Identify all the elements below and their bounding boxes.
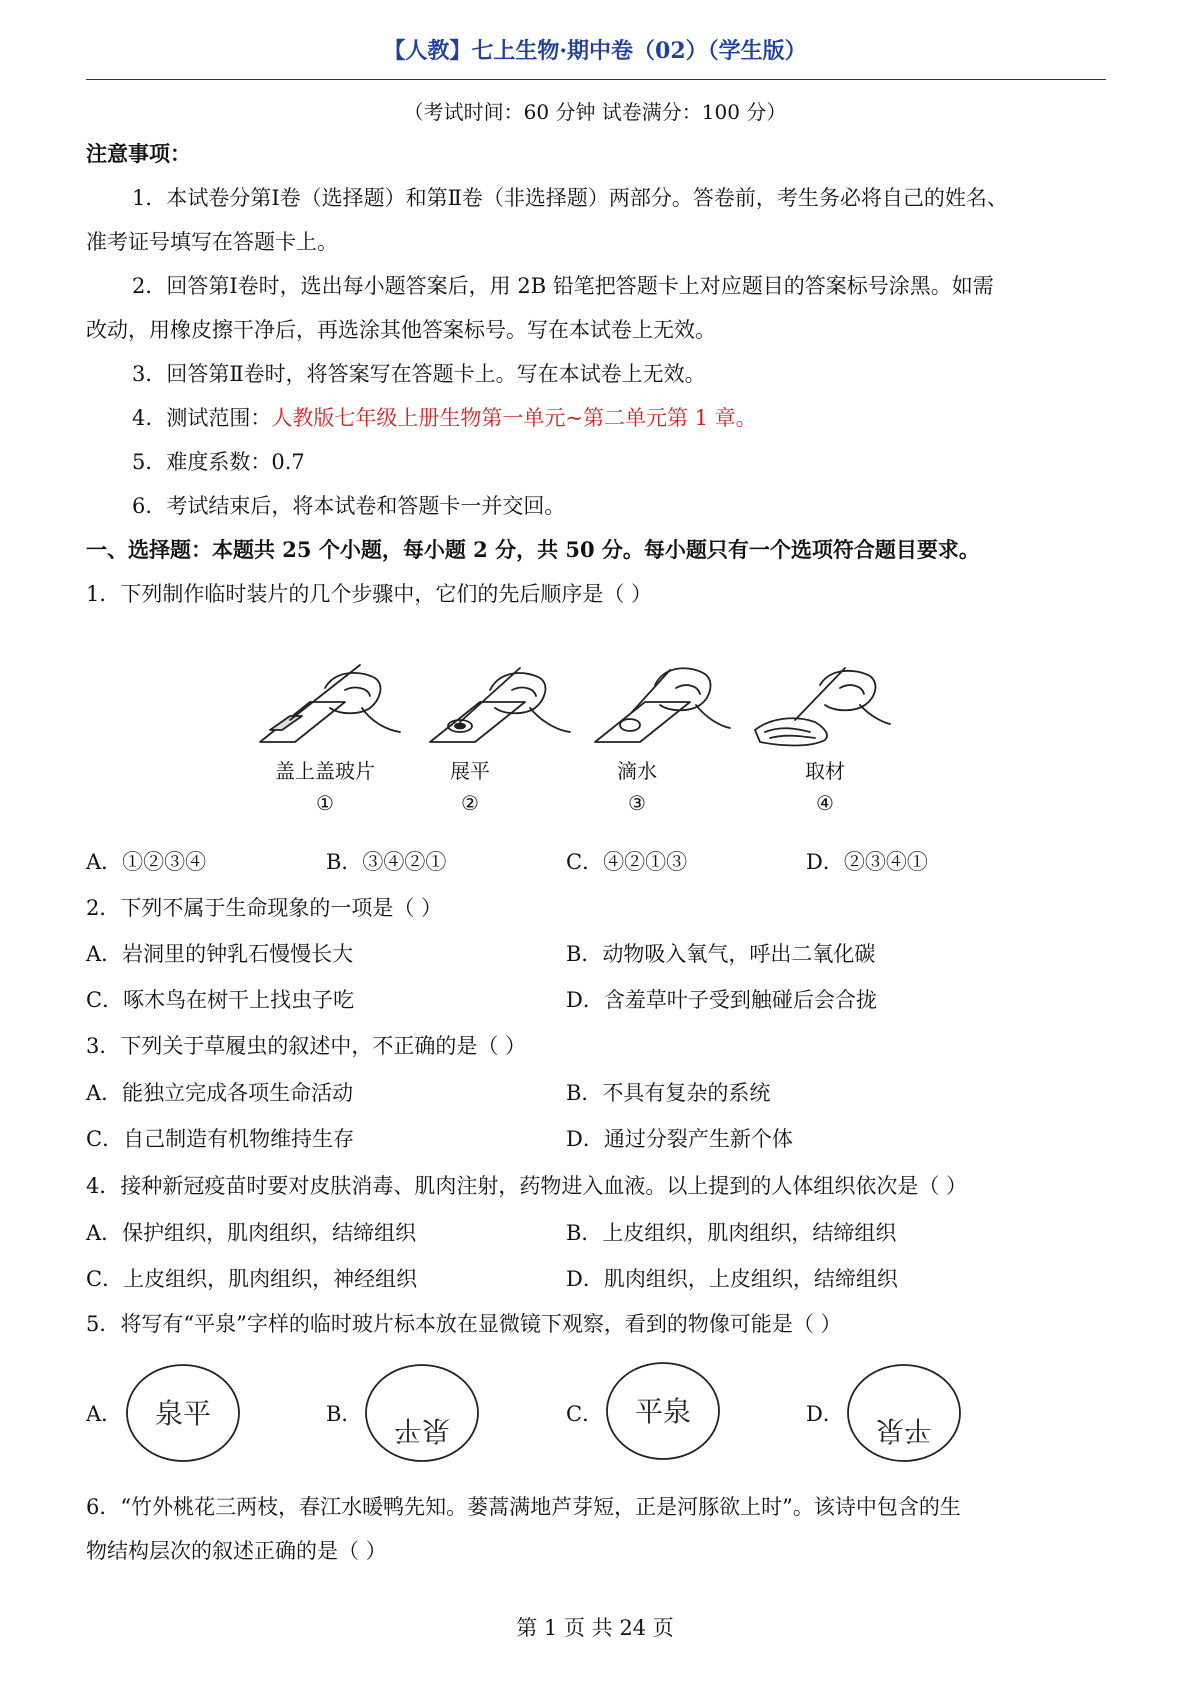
step-4-label: 取材 [805,761,845,783]
q5-option-b-image: 泉平 [393,1415,451,1446]
note-4-scope: 人教版七年级上册生物第一单元~第二单元第 1 章。 [271,406,757,430]
exam-title: 【人教】七上生物·期中卷（02）（学生版） [383,38,807,64]
q4-option-c[interactable]: C．上皮组织，肌肉组织，神经组织 [86,1267,418,1291]
q4-option-a[interactable]: A．保护组织，肌肉组织，结缔组织 [86,1221,417,1245]
q6-stem-line-1: 6．“竹外桃花三两枝，春江水暖鸭先知。蒌蒿满地芦芽短，正是河豚欲上时”。该诗中包含的生 [86,1495,961,1519]
q1-figure-slide-steps [250,660,930,830]
q5-option-a-image: 泉平 [154,1398,212,1429]
q1-option-b[interactable]: B．③④②① [326,850,447,874]
q3-option-a[interactable]: A．能独立完成各项生命活动 [86,1081,354,1105]
q2-stem: 2．下列不属于生命现象的一项是（ ） [86,896,443,920]
step-1-number: ① [316,793,334,815]
q3-stem: 3．下列关于草履虫的叙述中，不正确的是（ ） [86,1034,527,1058]
q3-option-b[interactable]: B．不具有复杂的系统 [566,1081,771,1105]
note-4 [132,402,757,432]
note-1b: 准考证号填写在答题卡上。 [86,230,338,254]
note-1a: 1．本试卷分第Ⅰ卷（选择题）和第Ⅱ卷（非选择题）两部分。答卷前，考生务必将自己的姓名、 [132,186,1008,210]
step-1-label: 盖上盖玻片 [275,761,375,783]
section-1-heading: 一、选择题：本题共 25 个小题，每小题 2 分，共 50 分。每小题只有一个选项符合题目要求。 [86,537,980,562]
q6-stem-line-2: 物结构层次的叙述正确的是（ ） [86,1539,387,1563]
q4-option-b[interactable]: B．上皮组织，肌肉组织，结缔组织 [566,1221,897,1245]
q1-option-a[interactable]: A．①②③④ [86,850,207,874]
note-5: 5．难度系数：0.7 [132,450,305,474]
step-3-number: ③ [628,793,646,815]
q5-stem: 5．将写有“平泉”字样的临时玻片标本放在显微镜下观察，看到的物像可能是（ ） [86,1312,842,1336]
q4-stem: 4．接种新冠疫苗时要对皮肤消毒、肌肉注射，药物进入血液。以上提到的人体组织依次是（ ） [86,1174,968,1198]
q4-option-d[interactable]: D．肌肉组织，上皮组织，结缔组织 [566,1267,898,1291]
q1-stem: 1．下列制作临时装片的几个步骤中，它们的先后顺序是（ ） [86,582,653,606]
note-6: 6．考试结束后，将本试卷和答题卡一并交回。 [132,494,566,518]
q2-option-c[interactable]: C．啄木鸟在树干上找虫子吃 [86,988,355,1012]
step-take-sample-illustration [755,668,890,746]
note-3: 3．回答第Ⅱ卷时，将答案写在答题卡上。写在本试卷上无效。 [132,362,706,386]
step-water-drop-illustration [595,668,730,742]
notes-heading: 注意事项： [86,141,191,166]
q5-option-c-image: 平泉 [634,1396,692,1427]
q3-option-d[interactable]: D．通过分裂产生新个体 [566,1127,793,1151]
q2-option-a[interactable]: A．岩洞里的钟乳石慢慢长大 [86,942,354,966]
step-4-number: ④ [816,793,834,815]
step-3-label: 滴水 [617,761,657,783]
header-divider [86,79,1106,80]
page-footer: 第 1 页 共 24 页 [516,1616,674,1640]
q1-option-c[interactable]: C．④②①③ [566,850,688,874]
step-2-label: 展平 [450,761,490,783]
q2-option-d[interactable]: D．含羞草叶子受到触碰后会合拢 [566,988,877,1012]
step-cover-slip-illustration [260,665,400,742]
step-2-number: ② [461,793,479,815]
step-spread-illustration [430,668,570,742]
q5-option-d-letter[interactable]: D． [806,1402,844,1426]
q5-option-a-letter[interactable]: A． [86,1402,123,1426]
exam-subtitle: （考试时间：60 分钟 试卷满分：100 分） [403,100,787,124]
note-4-prefix: 4．测试范围： [132,406,272,430]
q5-options-figure [86,1355,1106,1475]
q2-option-b[interactable]: B．动物吸入氧气，呼出二氧化碳 [566,942,876,966]
q1-option-d[interactable]: D．②③④① [806,850,928,874]
q5-option-d-image: 平泉 [875,1415,933,1446]
q5-option-b-letter[interactable]: B． [326,1402,363,1426]
note-2a: 2．回答第Ⅰ卷时，选出每小题答案后，用 2B 铅笔把答题卡上对应题目的答案标号涂黑。如需 [132,274,994,298]
q5-option-c-letter[interactable]: C． [566,1402,604,1426]
note-2b: 改动，用橡皮擦干净后，再选涂其他答案标号。写在本试卷上无效。 [86,318,716,342]
q3-option-c[interactable]: C．自己制造有机物维持生存 [86,1127,355,1151]
